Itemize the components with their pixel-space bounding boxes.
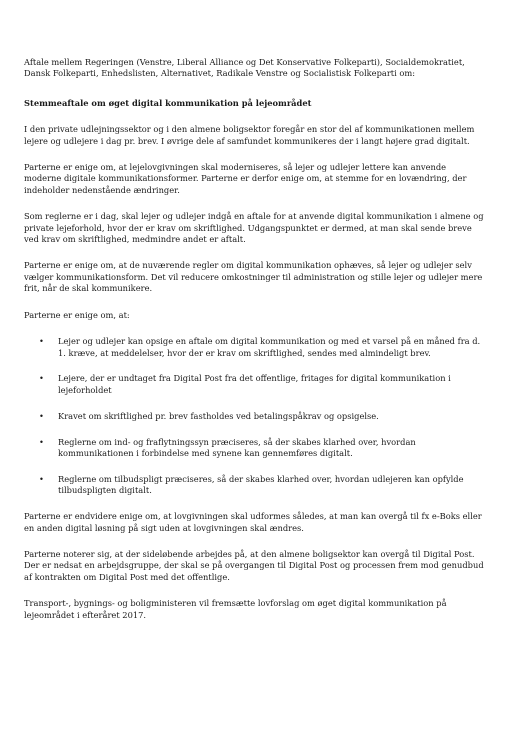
closing-paragraph-3: Transport-, bygnings- og boligministeren vil fremsætte lovforslag om øget digital kommunikation på lejeområdet i efteråret 2017. bbox=[24, 598, 447, 620]
document-page bbox=[24, 57, 486, 621]
list-item-text: Kravet om skriftlighed pr. brev fastholdes ved betalingspåkrav og opsigelse. bbox=[58, 410, 379, 421]
paragraph-4: Parterne er enige om, at de nuværende regler om digital kommunikation ophæves, så lejer og udlejer selv vælger kommunikationsform. Det vil reducere omkostninger til administration og stille lejer og udlejer mere frit, når de skal kommunikere. bbox=[24, 260, 483, 294]
paragraph-1: I den private udlejningssektor og i den almene boligsektor foregår en stor del af kommunikationen mellem lejere og udlejere i dag pr. brev. I øvrige dele af samfundet kommunikeres der i langt højere grad digitalt. bbox=[24, 124, 475, 146]
agreement-bullet-list bbox=[24, 336, 486, 497]
paragraph-2: Parterne er enige om, at lejelovgivningen skal moderniseres, så lejer og udlejer lettere kan anvende moderne digitale kommunikationsformer. Parterne er derfor enige om, at stemme for en lovændring, der indeholder nedenstående ændringer. bbox=[24, 162, 467, 195]
list-item bbox=[24, 474, 486, 497]
closing-paragraph-1: Parterne er endvidere enige om, at lovgivningen skal udformes således, at man kan overgå til fx e-Boks eller en anden digital løsning på sigt uden at lovgivningen skal ændres. bbox=[24, 511, 482, 533]
list-item-text: Reglerne om ind- og fraflytningssyn præciseres, så der skabes klarhed over, hvordan kommunikationen i forbindelse med synene kan gennemføres digitalt. bbox=[58, 436, 416, 459]
bullet-icon: • bbox=[39, 436, 44, 447]
closing-paragraph-2: Parterne noterer sig, at der sideløbende arbejdes på, at den almene boligsektor kan overgå til Digital Post. Der er nedsat en arbejdsgruppe, der skal se på overgangen til Digital Post og processen frem mod genudbud af kontrakten om Digital Post med det offentlige. bbox=[24, 549, 484, 582]
list-item bbox=[24, 437, 486, 460]
document-heading: Stemmeaftale om øget digital kommunikation på lejeområdet bbox=[24, 97, 312, 108]
bullet-icon: • bbox=[39, 336, 44, 347]
paragraph-5: Parterne er enige om, at: bbox=[24, 309, 130, 320]
list-item-text: Reglerne om tilbudspligt præciseres, så der skabes klarhed over, hvordan udlejeren kan opfylde tilbudspligten digitalt. bbox=[58, 473, 464, 496]
paragraph-3: Som reglerne er i dag, skal lejer og udlejer indgå en aftale for at anvende digital kommunikation i almene og private lejeforhold, hvor der er krav om skriftlighed. Udgangspunktet er dermed, at man skal sende breve ved krav om skriftlighed, medmindre andet er aftalt. bbox=[24, 211, 484, 245]
list-item bbox=[24, 411, 486, 422]
bullet-icon: • bbox=[39, 410, 44, 421]
bullet-icon: • bbox=[39, 373, 44, 384]
list-item-text: Lejere, der er undtaget fra Digital Post fra det offentlige, fritages for digital kommunikation i lejeforholdet bbox=[58, 373, 451, 395]
agreement-parties-intro: Aftale mellem Regeringen (Venstre, Liberal Alliance og Det Konservative Folkeparti), Socialdemokratiet, Dansk Folkeparti, Enhedslisten, Alternativet, Radikale Venstre og Socialistisk Folkeparti om: bbox=[24, 57, 465, 79]
list-item-text: Lejer og udlejer kan opsige en aftale om digital kommunikation og med et varsel på en måned fra d. 1. kræve, at meddelelser, hvor der er krav om skriftlighed, sendes med almindeligt brev. bbox=[58, 336, 481, 358]
bullet-icon: • bbox=[39, 473, 44, 484]
list-item bbox=[24, 336, 486, 359]
list-item bbox=[24, 373, 486, 396]
